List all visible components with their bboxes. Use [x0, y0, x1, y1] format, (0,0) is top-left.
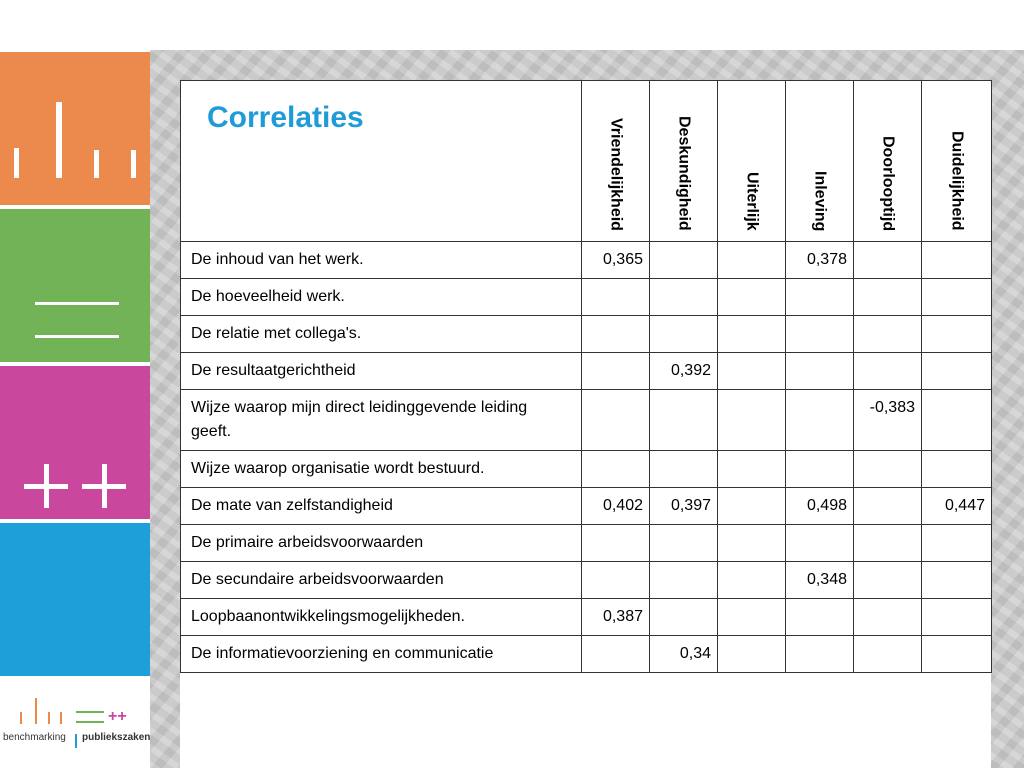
correlation-value	[922, 279, 992, 316]
column-label: Doorlooptijd	[879, 135, 897, 231]
row-label: Loopbaanontwikkelingsmogelijkheden.	[181, 599, 582, 636]
bar-glyph	[56, 102, 62, 178]
column-label: Uiterlijk	[743, 172, 761, 231]
table-row	[181, 451, 992, 488]
table-row	[181, 316, 992, 353]
correlation-value	[786, 279, 854, 316]
table-row	[181, 279, 992, 316]
correlation-value	[786, 636, 854, 673]
correlation-value	[854, 316, 922, 353]
correlation-value	[718, 279, 786, 316]
row-label: Wijze waarop mijn direct leidinggevende leiding geeft.	[181, 390, 582, 451]
correlation-value	[854, 451, 922, 488]
correlation-value	[650, 599, 718, 636]
correlation-value	[854, 242, 922, 279]
logo-text-left: benchmarking	[3, 732, 66, 743]
correlation-value	[582, 451, 650, 488]
column-label: Duidelijkheid	[948, 131, 966, 231]
row-label: De informatievoorziening en communicatie	[181, 636, 582, 673]
correlation-value	[650, 525, 718, 562]
table-row	[181, 488, 992, 525]
correlation-value	[582, 316, 650, 353]
correlation-value	[718, 390, 786, 451]
correlation-value	[650, 316, 718, 353]
correlation-value	[854, 488, 922, 525]
column-label: Vriendelijkheid	[607, 118, 625, 231]
table-row	[181, 390, 992, 451]
correlation-value	[718, 525, 786, 562]
correlation-value	[922, 562, 992, 599]
row-label: De inhoud van het werk.	[181, 242, 582, 279]
correlation-value	[718, 562, 786, 599]
table-row	[181, 525, 992, 562]
magenta-plus-block	[0, 366, 150, 519]
correlation-table	[180, 80, 992, 673]
correlation-value	[854, 525, 922, 562]
logo-text-right: publiekszaken	[82, 732, 151, 743]
correlation-value: 0,447	[922, 488, 992, 525]
correlation-value: 0,387	[582, 599, 650, 636]
correlation-value	[650, 390, 718, 451]
correlation-value	[582, 390, 650, 451]
correlation-value: 0,397	[650, 488, 718, 525]
correlation-value	[582, 279, 650, 316]
orange-bars-block	[0, 52, 150, 205]
correlation-value	[922, 636, 992, 673]
correlation-value: 0,498	[786, 488, 854, 525]
table-row	[181, 353, 992, 390]
plus-glyph	[44, 464, 49, 508]
correlation-value	[922, 242, 992, 279]
correlation-value	[922, 316, 992, 353]
correlation-value	[718, 242, 786, 279]
column-header	[922, 81, 992, 242]
correlation-value	[718, 316, 786, 353]
correlation-value: 0,378	[786, 242, 854, 279]
plus-glyph	[102, 464, 107, 508]
correlation-value	[650, 279, 718, 316]
correlation-value: 0,34	[650, 636, 718, 673]
column-header	[786, 81, 854, 242]
correlation-value	[786, 353, 854, 390]
row-label: De mate van zelfstandigheid	[181, 488, 582, 525]
correlation-value: 0,365	[582, 242, 650, 279]
correlation-value	[786, 599, 854, 636]
correlation-value	[650, 242, 718, 279]
correlation-value	[922, 599, 992, 636]
correlation-value	[650, 562, 718, 599]
header-row	[181, 81, 992, 242]
correlation-value	[718, 488, 786, 525]
correlation-value	[718, 451, 786, 488]
correlation-value	[922, 353, 992, 390]
correlation-value	[582, 636, 650, 673]
table-row	[181, 242, 992, 279]
bar-glyph	[131, 150, 136, 178]
column-header	[718, 81, 786, 242]
row-label: Wijze waarop organisatie wordt bestuurd.	[181, 451, 582, 488]
row-label: De hoeveelheid werk.	[181, 279, 582, 316]
row-label: De primaire arbeidsvoorwaarden	[181, 525, 582, 562]
correlation-value	[650, 451, 718, 488]
correlation-value	[718, 599, 786, 636]
table-row	[181, 636, 992, 673]
bar-glyph	[14, 148, 19, 178]
bar-glyph	[94, 150, 99, 178]
correlation-value	[854, 279, 922, 316]
correlation-value	[582, 562, 650, 599]
correlation-value	[786, 390, 854, 451]
correlation-value	[582, 353, 650, 390]
correlation-value	[786, 451, 854, 488]
blue-block	[0, 523, 150, 676]
row-label: De relatie met collega's.	[181, 316, 582, 353]
correlation-value	[582, 525, 650, 562]
correlation-value: 0,348	[786, 562, 854, 599]
line-glyph	[35, 335, 119, 338]
correlation-value	[786, 316, 854, 353]
correlation-value	[854, 562, 922, 599]
correlation-value	[922, 390, 992, 451]
row-label: De resultaatgerichtheid	[181, 353, 582, 390]
correlation-value: 0,392	[650, 353, 718, 390]
correlation-value	[786, 525, 854, 562]
correlation-value: 0,402	[582, 488, 650, 525]
correlation-value: -0,383	[854, 390, 922, 451]
column-header	[650, 81, 718, 242]
column-header	[854, 81, 922, 242]
row-label: De secundaire arbeidsvoorwaarden	[181, 562, 582, 599]
column-header	[582, 81, 650, 242]
table-row	[181, 562, 992, 599]
correlation-value	[718, 353, 786, 390]
title-cell	[181, 81, 582, 242]
correlation-value	[922, 451, 992, 488]
correlation-value	[922, 525, 992, 562]
correlation-value	[854, 636, 922, 673]
green-lines-block	[0, 209, 150, 362]
correlation-value	[854, 599, 922, 636]
line-glyph	[35, 302, 119, 305]
column-label: Inleving	[811, 170, 829, 231]
page-title: Correlaties	[207, 101, 364, 134]
benchmarking-logo: ++	[0, 690, 160, 750]
correlation-value	[854, 353, 922, 390]
correlation-value	[718, 636, 786, 673]
column-label: Deskundigheid	[675, 116, 693, 231]
table-row	[181, 599, 992, 636]
